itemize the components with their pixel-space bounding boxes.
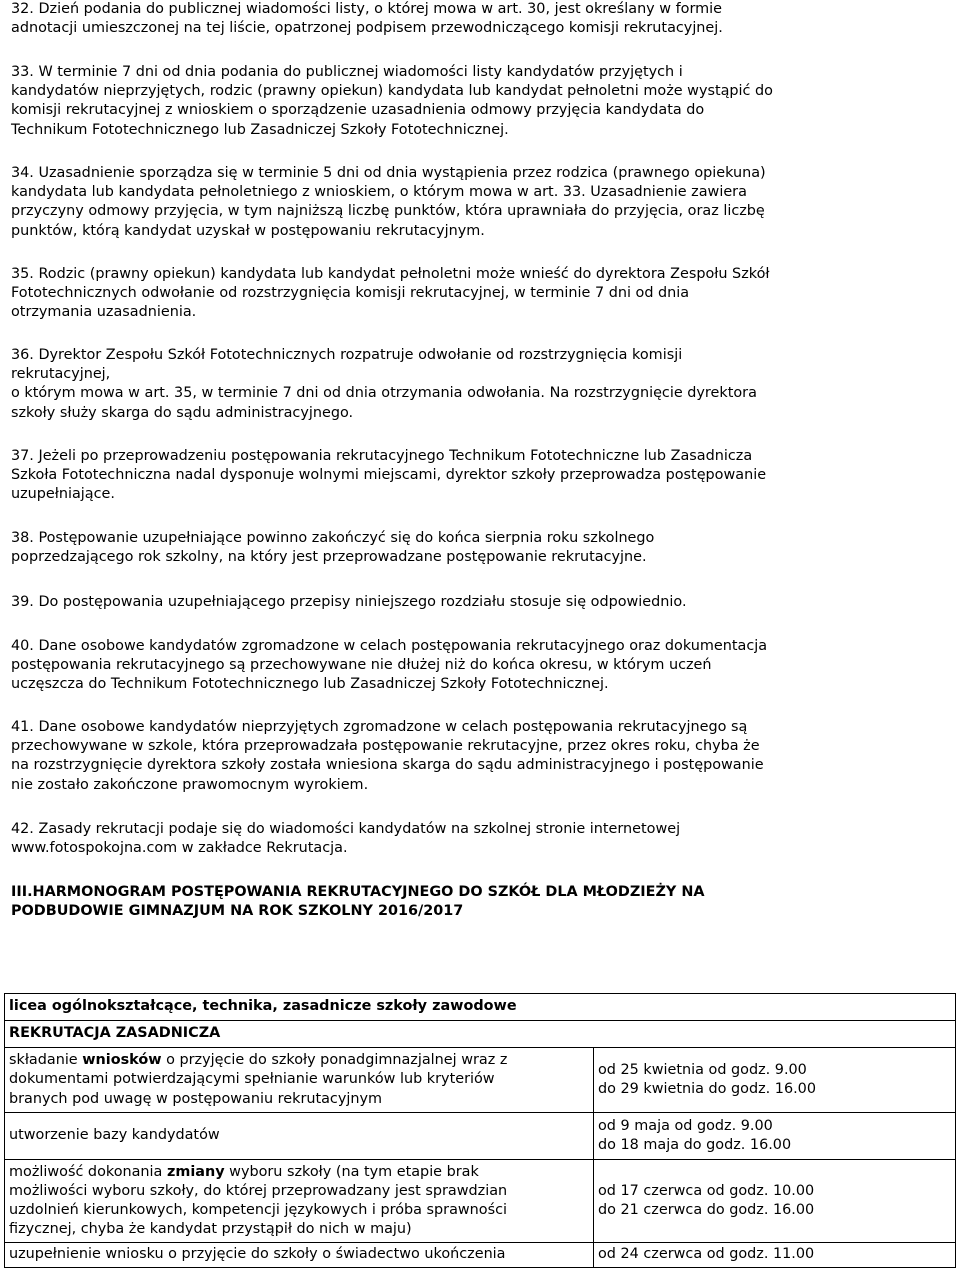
activity-line: dokumentami potwierdzającymi spełnianie warunków lub kryteriów	[9, 1071, 495, 1088]
table-row	[5, 1113, 956, 1160]
text-line: kandydatów nieprzyjętych, rodzic (prawny opiekun) kandydata lub kandydat pełnoletni może wystąpić do	[11, 83, 773, 100]
text-line: otrzymania uzasadnienia.	[11, 304, 197, 321]
schedule-table	[4, 993, 956, 1268]
text-line: 38. Postępowanie uzupełniające powinno zakończyć się do końca sierpnia roku szkolnego	[11, 530, 655, 546]
activity-line: możliwość dokonania zmiany wyboru szkoły (na tym etapie brak	[9, 1163, 479, 1180]
row-activity	[5, 1243, 594, 1268]
date-line: od 17 czerwca od godz. 10.00	[598, 1182, 815, 1199]
paragraph-33	[11, 63, 946, 140]
text-line: 32. Dzień podania do publicznej wiadomości listy, o której mowa w art. 30, jest określany w formie	[11, 1, 723, 17]
text-line: 42. Zasady rekrutacji podaje się do wiadomości kandydatów na szkolnej stronie internetowej	[11, 821, 681, 837]
text-line: 39. Do postępowania uzupełniającego przepisy niniejszego rozdziału stosuje się odpowiednio.	[11, 594, 687, 610]
text-line: szkoły służy skarga do sądu administracyjnego.	[11, 404, 354, 421]
text-line: Fototechnicznych odwołanie od rozstrzygnięcia komisji rekrutacyjnej, w terminie 7 dni od dnia	[11, 285, 690, 302]
text-line: o którym mowa w art. 35, w terminie 7 dni od dnia otrzymania odwołania. Na rozstrzygnięcie dyrektora	[11, 385, 757, 402]
text-line: 41. Dane osobowe kandydatów nieprzyjętych zgromadzone w celach postępowania rekrutacyjnego są	[11, 719, 748, 735]
text-line: poprzedzającego rok szkolny, na który jest przeprowadzane postępowanie rekrutacyjne.	[11, 549, 647, 566]
text-line: punktów, którą kandydat uzyskał w postępowaniu rekrutacyjnym.	[11, 222, 485, 239]
table-row	[5, 1243, 956, 1268]
text-line: przyczyny odmowy przyjęcia, w tym najniższą liczbę punktów, która uprawniała do przyjęcia, oraz liczbę	[11, 203, 765, 220]
text-line: Technikum Fototechnicznego lub Zasadniczej Szkoły Fototechnicznej.	[11, 121, 509, 138]
row-activity	[5, 1048, 594, 1113]
date-line: od 25 kwietnia od godz. 9.00	[598, 1061, 807, 1078]
text-line: www.fotospokojna.com w zakładce Rekrutacja.	[11, 840, 348, 857]
date-line: od 24 czerwca od godz. 11.00	[598, 1246, 815, 1263]
paragraph-42	[11, 820, 946, 858]
paragraph-32	[11, 0, 946, 38]
text-line: 37. Jeżeli po przeprowadzeniu postępowania rekrutacyjnego Technikum Fototechniczne lub Zasadnicza	[11, 448, 753, 464]
section-heading	[11, 883, 946, 921]
date-line: do 29 kwietnia do godz. 16.00	[598, 1081, 816, 1097]
paragraph-37	[11, 447, 946, 505]
heading-line: PODBUDOWIE GIMNAZJUM NA ROK SZKOLNY 2016/2017	[11, 903, 464, 920]
activity-line: uzdolnień kierunkowych, kompetencji językowych i próba sprawności	[9, 1202, 507, 1218]
activity-line: uzupełnienie wniosku o przyjęcie do szkoły o świadectwo ukończenia	[9, 1246, 506, 1263]
date-line: do 18 maja do godz. 16.00	[598, 1137, 792, 1153]
text-line: kandydata lub kandydata pełnoletniego z wnioskiem, o którym mowa w art. 33. Uzasadnienie zawiera	[11, 184, 747, 201]
row-dates	[594, 1243, 956, 1268]
text-line: adnotacji umieszczonej na tej liście, opatrzonej podpisem przewodniczącego komisji rekrutacyjnej.	[11, 20, 723, 37]
activity-line: fizycznej, chyba że kandydat przystąpił do nich w maju)	[9, 1221, 412, 1238]
table-section: REKRUTACJA ZASADNICZA	[5, 1021, 956, 1048]
text-line: na rozstrzygnięcie dyrektora szkoły została wniesiona skarga do sądu administracyjnego i postępowanie	[11, 757, 764, 774]
paragraph-34	[11, 164, 946, 241]
text-line: 33. W terminie 7 dni od dnia podania do publicznej wiadomości listy kandydatów przyjętych i	[11, 64, 683, 80]
date-line: od 9 maja od godz. 9.00	[598, 1117, 773, 1134]
text-line: 35. Rodzic (prawny opiekun) kandydata lub kandydat pełnoletni może wnieść do dyrektora Zespołu Szkół	[11, 266, 770, 282]
activity-line: utworzenie bazy kandydatów	[9, 1127, 220, 1144]
activity-line: możliwości wyboru szkoły, do której przeprowadzany jest sprawdzian	[9, 1182, 508, 1199]
text-line: przechowywane w szkole, która przeprowadzała postępowanie rekrutacyjne, przez okres roku, chyba że	[11, 738, 760, 755]
row-dates	[594, 1048, 956, 1113]
text-line: Szkoła Fototechniczna nadal dysponuje wolnymi miejscami, dyrektor szkoły przeprowadza postępowanie	[11, 467, 767, 484]
row-activity	[5, 1113, 594, 1160]
table-row	[5, 1048, 956, 1113]
activity-line: branych pod uwagę w postępowaniu rekrutacyjnym	[9, 1090, 383, 1107]
paragraph-38	[11, 529, 946, 567]
text-line: postępowania rekrutacyjnego są przechowywane nie dłużej niż do końca okresu, w którym uczeń	[11, 657, 712, 674]
table-row	[5, 1160, 956, 1243]
table-title: licea ogólnokształcące, technika, zasadnicze szkoły zawodowe	[5, 994, 956, 1021]
text-line: 34. Uzasadnienie sporządza się w terminie 5 dni od dnia wystąpienia przez rodzica (prawnego opiekuna)	[11, 165, 766, 181]
paragraph-36	[11, 346, 946, 423]
row-activity	[5, 1160, 594, 1243]
paragraph-39	[11, 593, 946, 612]
text-line: uczęszcza do Technikum Fototechnicznego lub Zasadniczej Szkoły Fototechnicznej.	[11, 676, 609, 693]
text-line: 40. Dane osobowe kandydatów zgromadzone w celach postępowania rekrutacyjnego oraz dokumentacja	[11, 638, 768, 654]
text-line: uzupełniające.	[11, 486, 115, 503]
date-line: do 21 czerwca do godz. 16.00	[598, 1202, 815, 1218]
text-line: nie zostało zakończone prawomocnym wyrokiem.	[11, 776, 369, 793]
paragraph-40	[11, 637, 946, 695]
paragraph-41	[11, 718, 946, 795]
activity-line: składanie wniosków o przyjęcie do szkoły ponadgimnazjalnej wraz z	[9, 1052, 508, 1069]
text-line: 36. Dyrektor Zespołu Szkół Fototechnicznych rozpatruje odwołanie od rozstrzygnięcia komisji	[11, 347, 683, 363]
text-line: komisji rekrutacyjnej z wnioskiem o sporządzenie uzasadnienia odmowy przyjęcia kandydata do	[11, 102, 705, 119]
row-dates	[594, 1113, 956, 1160]
row-dates	[594, 1160, 956, 1243]
text-line: rekrutacyjnej,	[11, 366, 111, 383]
heading-line: III.HARMONOGRAM POSTĘPOWANIA REKRUTACYJNEGO DO SZKÓŁ DLA MŁODZIEŻY NA	[11, 884, 705, 900]
paragraph-35	[11, 265, 946, 323]
